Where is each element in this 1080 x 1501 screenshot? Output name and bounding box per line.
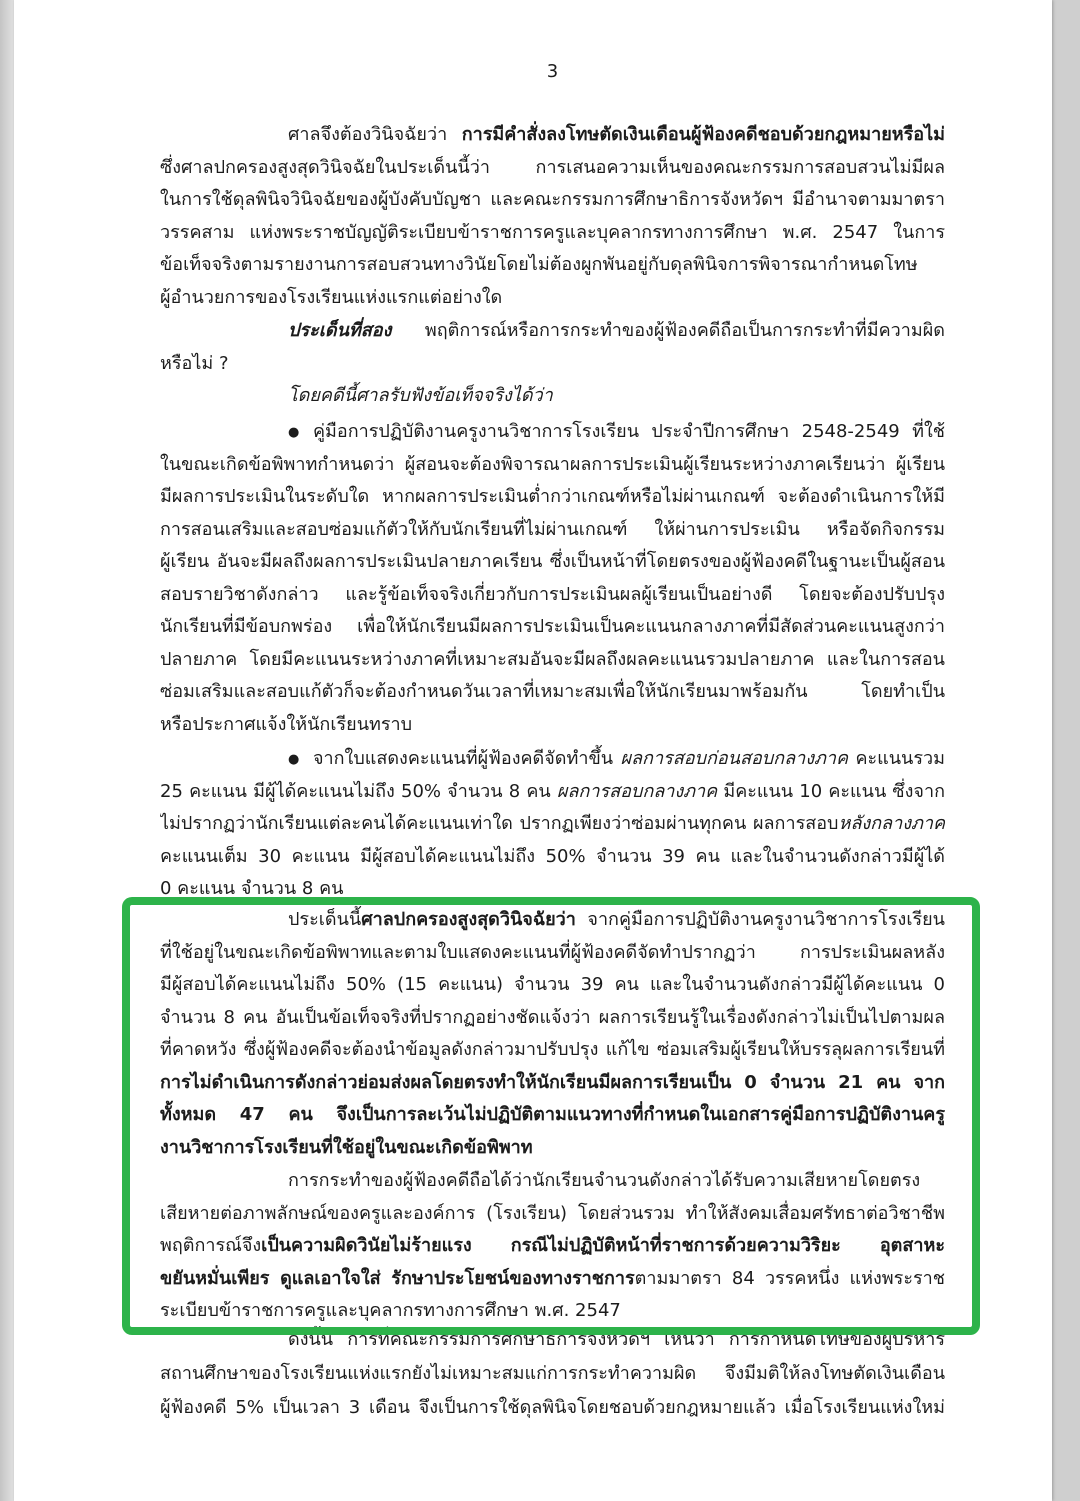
fact-two-tail-2: มีคะแนน 10 คะแนน ซึ่งจาก — [723, 780, 945, 802]
fact-one-line-5: ผู้เรียน อันจะมีผลถึงผลการประเมินปลายภาคเรียน ซึ่งเป็นหน้าที่โดยตรงของผู้ฟ้องคดีในฐานะเป็นผู้สอน — [160, 551, 945, 572]
fact-one-line-4: การสอนเสริมและสอบซ่อมแก้ตัวให้กับนักเรียนที่ไม่ผ่านเกณฑ์ ให้ผ่านการประเมิน หรือจัดกิจกรรม — [160, 518, 945, 540]
issue-two-line-2: หรือไม่ ? — [160, 352, 229, 374]
fact-two-bullet — [160, 743, 945, 906]
fact-two-line-5: 0 คะแนน จำนวน 8 คน — [160, 878, 344, 899]
consequence-line-4-tail: ตามมาตรา 84 วรรคหนึ่ง แห่งพระราช — [634, 1267, 945, 1289]
fact-two-emphasis-1: ผลการสอบก่อนสอบกลางภาค — [620, 748, 849, 769]
consequence-line-1: การกระทำของผู้ฟ้องคดีถือได้ว่านักเรียนจำนวนดังกล่าวได้รับความเสียหายโดยตรง — [288, 1170, 921, 1191]
issue-one-line-2: ซึ่งศาลปกครองสูงสุดวินิจฉัยในประเด็นนี้ว่า การเสนอความเห็นของคณะกรรมการสอบสวนไม่มีผล — [160, 156, 945, 178]
issue-two-heading: ประเด็นที่สอง — [288, 320, 392, 341]
ruling-bold-2: ทั้งหมด 47 คน จึงเป็นการละเว้นไม่ปฏิบัติตามแนวทางที่กำหนดในเอกสารคู่มือการปฏิบัติงานครู — [160, 1104, 945, 1125]
consequence-finding-2: ขยันหมั่นเพียร ดูแลเอาใจใส่ รักษาประโยชน์ของทางราชการ — [160, 1267, 635, 1289]
fact-one-line-1 — [160, 416, 945, 449]
fact-two-emphasis-2: ผลการสอบกลางภาค — [556, 780, 718, 802]
fact-one-line-6: สอบรายวิชาดังกล่าว และรู้ข้อเท็จจริงเกี่ยวกับการประเมินผลผู้เรียนเป็นอย่างดี โดยจะต้องปรับปรุง — [160, 583, 945, 605]
consequence-line-2: เสียหายต่อภาพลักษณ์ของครูและองค์การ (โรงเรียน) โดยส่วนรวม ทำให้สังคมเสื่อมศรัทธาต่อวิชาชีพ — [160, 1202, 945, 1224]
facts-intro-paragraph — [160, 380, 945, 413]
fact-two-line-2 — [160, 776, 945, 809]
fact-one-line-2: ในขณะเกิดข้อพิพาทกำหนดว่า ผู้สอนจะต้องพิจารณาผลการประเมินผู้เรียนระหว่างภาคเรียนว่า ผู้เรียน — [160, 453, 945, 475]
issue-two-line-1 — [160, 315, 945, 348]
consequence-lead: พฤติการณ์จึง — [160, 1235, 262, 1256]
fact-two-line-4: คะแนนเต็ม 30 คะแนน มีผู้สอบได้คะแนนไม่ถึง 50% จำนวน 39 คน และในจำนวนดังกล่าวมีผู้ได้ — [160, 845, 945, 867]
fact-one-bullet — [160, 416, 945, 741]
ruling-line-7 — [160, 1099, 945, 1132]
fact-two-line-3 — [160, 808, 945, 841]
paragraph-issue-one — [160, 119, 945, 314]
ruling-line-5: ที่คาดหวัง ซึ่งผู้ฟ้องคดีจะต้องนำข้อมูลดังกล่าวมาปรับปรุง แก้ไข ซ่อมเสริมผู้เรียนให้บรรลุผลการเรียนที่ — [160, 1039, 945, 1060]
fact-one-line-7: นักเรียนที่มีข้อบกพร่อง เพื่อให้นักเรียนมีผลการประเมินเป็นคะแนนกลางภาคที่มีสัดส่วนคะแนนสูงกว่า — [160, 616, 945, 637]
fact-two-text-2: 25 คะแนน มีผู้ได้คะแนนไม่ถึง 50% จำนวน 8 คน — [160, 780, 551, 802]
paragraph-consequence — [160, 1165, 945, 1328]
issue-one-question: การมีคำสั่งลงโทษตัดเงินเดือนผู้ฟ้องคดีชอบด้วยกฎหมายหรือไม่ — [461, 124, 945, 145]
fact-one-text-1: คู่มือการปฏิบัติงานครูงานวิชาการโรงเรียน ประจำปีการศึกษา 2548-2549 ที่ใช้ — [313, 421, 945, 442]
viewer-background-left — [0, 0, 14, 1501]
issue-two-text: พฤติการณ์หรือการกระทำของผู้ฟ้องคดีถือเป็นการกระทำที่มีความผิด — [424, 320, 945, 341]
bullet-icon: ● — [288, 425, 300, 440]
paragraph-continuation — [160, 1323, 945, 1425]
fact-two-emphasis-3: หลังกลางภาค — [838, 813, 945, 834]
fact-one-line-9: ซ่อมเสริมและสอบแก้ตัวก็จะต้องกำหนดวันเวลาที่เหมาะสมเพื่อให้นักเรียนมาพร้อมกัน โดยทำเป็น — [160, 681, 945, 702]
paragraph-issue-two — [160, 315, 945, 380]
facts-intro — [160, 380, 945, 413]
fact-one-line-3: มีผลการประเมินในระดับใด หากผลการประเมินต่ำกว่าเกณฑ์หรือไม่ผ่านเกณฑ์ จะต้องดำเนินการให้มี — [160, 486, 945, 507]
issue-one-line-1 — [160, 119, 945, 152]
ruling-line-3: มีผู้สอบได้คะแนนไม่ถึง 50% (15 คะแนน) จำนวน 39 คน และในจำนวนดังกล่าวมีผู้ได้คะแนน 0 — [160, 974, 945, 995]
continuation-line-1: ดังนั้น การที่คณะกรรมการศึกษาธิการจังหวัดฯ เห็นว่า การกำหนดโทษของผู้บริหาร — [288, 1329, 945, 1350]
fact-two-text-1: จากใบแสดงคะแนนที่ผู้ฟ้องคดีจัดทำขึ้น — [313, 748, 614, 769]
ruling-line-6 — [160, 1067, 945, 1100]
issue-one-line-3: ในการใช้ดุลพินิจวินิจฉัยของผู้บังคับบัญชา และคณะกรรมการศึกษาธิการจังหวัดฯ มีอำนาจตามมาตรา — [160, 189, 945, 210]
paragraph-court-ruling — [160, 904, 945, 1164]
continuation-line-3: ผู้ฟ้องคดี 5% เป็นเวลา 3 เดือน จึงเป็นการใช้ดุลพินิจโดยชอบด้วยกฎหมายแล้ว เมื่อโรงเรียนแห่งใหม่ — [160, 1397, 945, 1418]
ruling-lead: ประเด็นนี้ — [288, 909, 362, 930]
ruling-bold-1: การไม่ดำเนินการดังกล่าวย่อมส่งผลโดยตรงทำให้นักเรียนมีผลการเรียนเป็น 0 จำนวน 21 คน จาก — [160, 1071, 945, 1093]
ruling-bold-3: งานวิชาการโรงเรียนที่ใช้อยู่ในขณะเกิดข้อพิพาท — [160, 1136, 533, 1158]
issue-one-line-4: วรรคสาม แห่งพระราชบัญญัติระเบียบข้าราชการครูและบุคลากรทางการศึกษา พ.ศ. 2547 ในการ — [160, 221, 945, 243]
facts-intro-text: โดยคดีนี้ศาลรับฟังข้อเท็จจริงได้ว่า — [288, 385, 553, 406]
consequence-finding-1: เป็นความผิดวินัยไม่ร้ายแรง กรณีไม่ปฏิบัติหน้าที่ราชการด้วยความวิริยะ อุตสาหะ — [261, 1235, 945, 1256]
ruling-court: ศาลปกครองสูงสุดวินิจฉัยว่า — [361, 909, 576, 930]
ruling-line-2: ที่ใช้อยู่ในขณะเกิดข้อพิพาทและตามใบแสดงคะแนนที่ผู้ฟ้องคดีจัดทำปรากฏว่า การประเมินผลหลัง — [160, 941, 945, 963]
issue-one-line-6: ผู้อำนวยการของโรงเรียนแห่งแรกแต่อย่างใด — [160, 286, 503, 308]
fact-one-line-10: หรือประกาศแจ้งให้นักเรียนทราบ — [160, 713, 413, 735]
page-number: 3 — [546, 61, 559, 82]
fact-two-tail-1: คะแนนรวม — [855, 748, 945, 769]
fact-two-text-3: ไม่ปรากฏว่านักเรียนแต่ละคนได้คะแนนเท่าใด ปรากฏเพียงว่าซ่อมผ่านทุกคน ผลการสอบ — [160, 813, 839, 834]
consequence-line-4 — [160, 1263, 945, 1296]
ruling-line-4: จำนวน 8 คน อันเป็นข้อเท็จจริงที่ปรากฏอย่างชัดแจ้งว่า ผลการเรียนรู้ในเรื่องดังกล่าวไม่เป็นไปตามผล — [160, 1006, 945, 1028]
issue-one-intro: ศาลจึงต้องวินิจฉัยว่า — [288, 124, 448, 145]
issue-one-line-5: ข้อเท็จจริงตามรายงานการสอบสวนทางวินัยโดยไม่ต้องผูกพันอยู่กับดุลพินิจการพิจารณากำหนดโทษ — [160, 254, 918, 275]
consequence-line-5: ระเบียบข้าราชการครูและบุคลากรทางการศึกษา พ.ศ. 2547 — [160, 1300, 621, 1321]
ruling-line-1 — [160, 904, 945, 937]
bullet-icon: ● — [288, 752, 300, 767]
ruling-line-8 — [160, 1132, 945, 1165]
fact-one-line-8: ปลายภาค โดยมีคะแนนระหว่างภาคที่เหมาะสมอันจะมีผลถึงผลคะแนนรวมปลายภาค และในการสอน — [160, 648, 945, 670]
ruling-line-1-tail: จากคู่มือการปฏิบัติงานครูงานวิชาการโรงเรียน — [587, 909, 945, 930]
consequence-line-3 — [160, 1230, 945, 1263]
continuation-line-2: สถานศึกษาของโรงเรียนแห่งแรกยังไม่เหมาะสมแก่การกระทำความผิด จึงมีมติให้ลงโทษตัดเงินเดือน — [160, 1363, 945, 1384]
fact-two-line-1 — [160, 743, 945, 776]
